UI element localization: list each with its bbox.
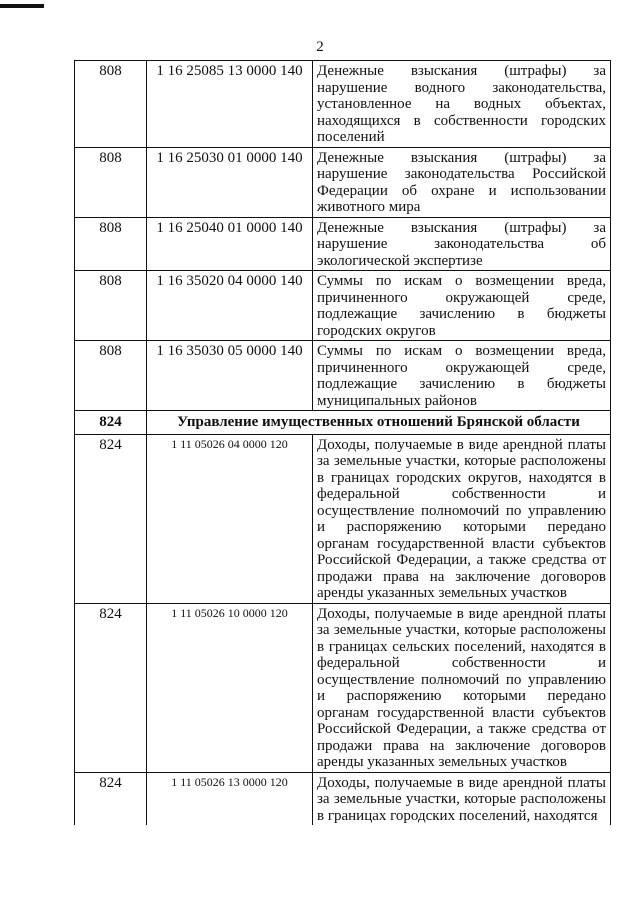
budget-code-cell: 1 11 05026 10 0000 120: [147, 603, 313, 772]
budget-code-cell: 1 16 25040 01 0000 140: [147, 217, 313, 271]
budget-code-cell: 1 16 25030 01 0000 140: [147, 147, 313, 217]
section-header-row: [75, 411, 611, 435]
section-title: Управление имущественных отношений Брянской области: [147, 411, 611, 435]
budget-code-cell: 1 11 05026 04 0000 120: [147, 434, 313, 603]
admin-code-cell: 824: [75, 434, 147, 603]
description-cell: Доходы, получаемые в виде арендной платы за земельные участки, которые расположены в границах городских поселений, находятся: [313, 772, 611, 825]
description-cell: Доходы, получаемые в виде арендной платы за земельные участки, которые расположены в границах сельских поселений, находятся в федеральной собственности и осуществление полномочий по управлению и распоряжению которыми передано органам государственной власти субъектов Российской Федерации, а также средства от продажи права на заключение договоров аренды указанных земельных участков: [313, 603, 611, 772]
admin-code-cell: 808: [75, 217, 147, 271]
description-cell: Денежные взыскания (штрафы) за нарушение водного законодательства, установленное на водных объектах, находящихся в собственности городских поселений: [313, 61, 611, 148]
scan-corner-mark: [0, 4, 44, 8]
table-row: [75, 147, 611, 217]
description-cell: Денежные взыскания (штрафы) за нарушение законодательства об экологической экспертизе: [313, 217, 611, 271]
revenue-codes-table: [74, 60, 611, 825]
admin-code-cell: 808: [75, 341, 147, 411]
budget-code-cell: 1 11 05026 13 0000 120: [147, 772, 313, 825]
page-number: 2: [316, 39, 324, 55]
description-cell: Доходы, получаемые в виде арендной платы за земельные участки, которые расположены в границах городских округов, находятся в федеральной собственности и осуществление полномочий по управлению и распоряжению которыми передано органам государственной власти субъектов Российской Федерации, а также средства от продажи права на заключение договоров аренды указанных земельных участков: [313, 434, 611, 603]
table-row: [75, 217, 611, 271]
budget-code-cell: 1 16 25085 13 0000 140: [147, 61, 313, 148]
table-row: [75, 271, 611, 341]
table-row: [75, 603, 611, 772]
table-row: [75, 341, 611, 411]
budget-code-cell: 1 16 35030 05 0000 140: [147, 341, 313, 411]
description-cell: Суммы по искам о возмещении вреда, причиненного окружающей среде, подлежащие зачислению в бюджеты муниципальных районов: [313, 341, 611, 411]
admin-code-cell: 824: [75, 772, 147, 825]
description-cell: Денежные взыскания (штрафы) за нарушение законодательства Российской Федерации об охране и использовании животного мира: [313, 147, 611, 217]
admin-code-cell: 808: [75, 61, 147, 148]
admin-code-cell: 808: [75, 147, 147, 217]
table-row: [75, 772, 611, 825]
description-cell: Суммы по искам о возмещении вреда, причиненного окружающей среде, подлежащие зачислению в бюджеты городских округов: [313, 271, 611, 341]
budget-code-cell: 1 16 35020 04 0000 140: [147, 271, 313, 341]
admin-code-cell: 824: [75, 603, 147, 772]
table-row: [75, 434, 611, 603]
table-row: [75, 61, 611, 148]
admin-code-cell: 808: [75, 271, 147, 341]
section-admin-code: 824: [75, 411, 147, 435]
